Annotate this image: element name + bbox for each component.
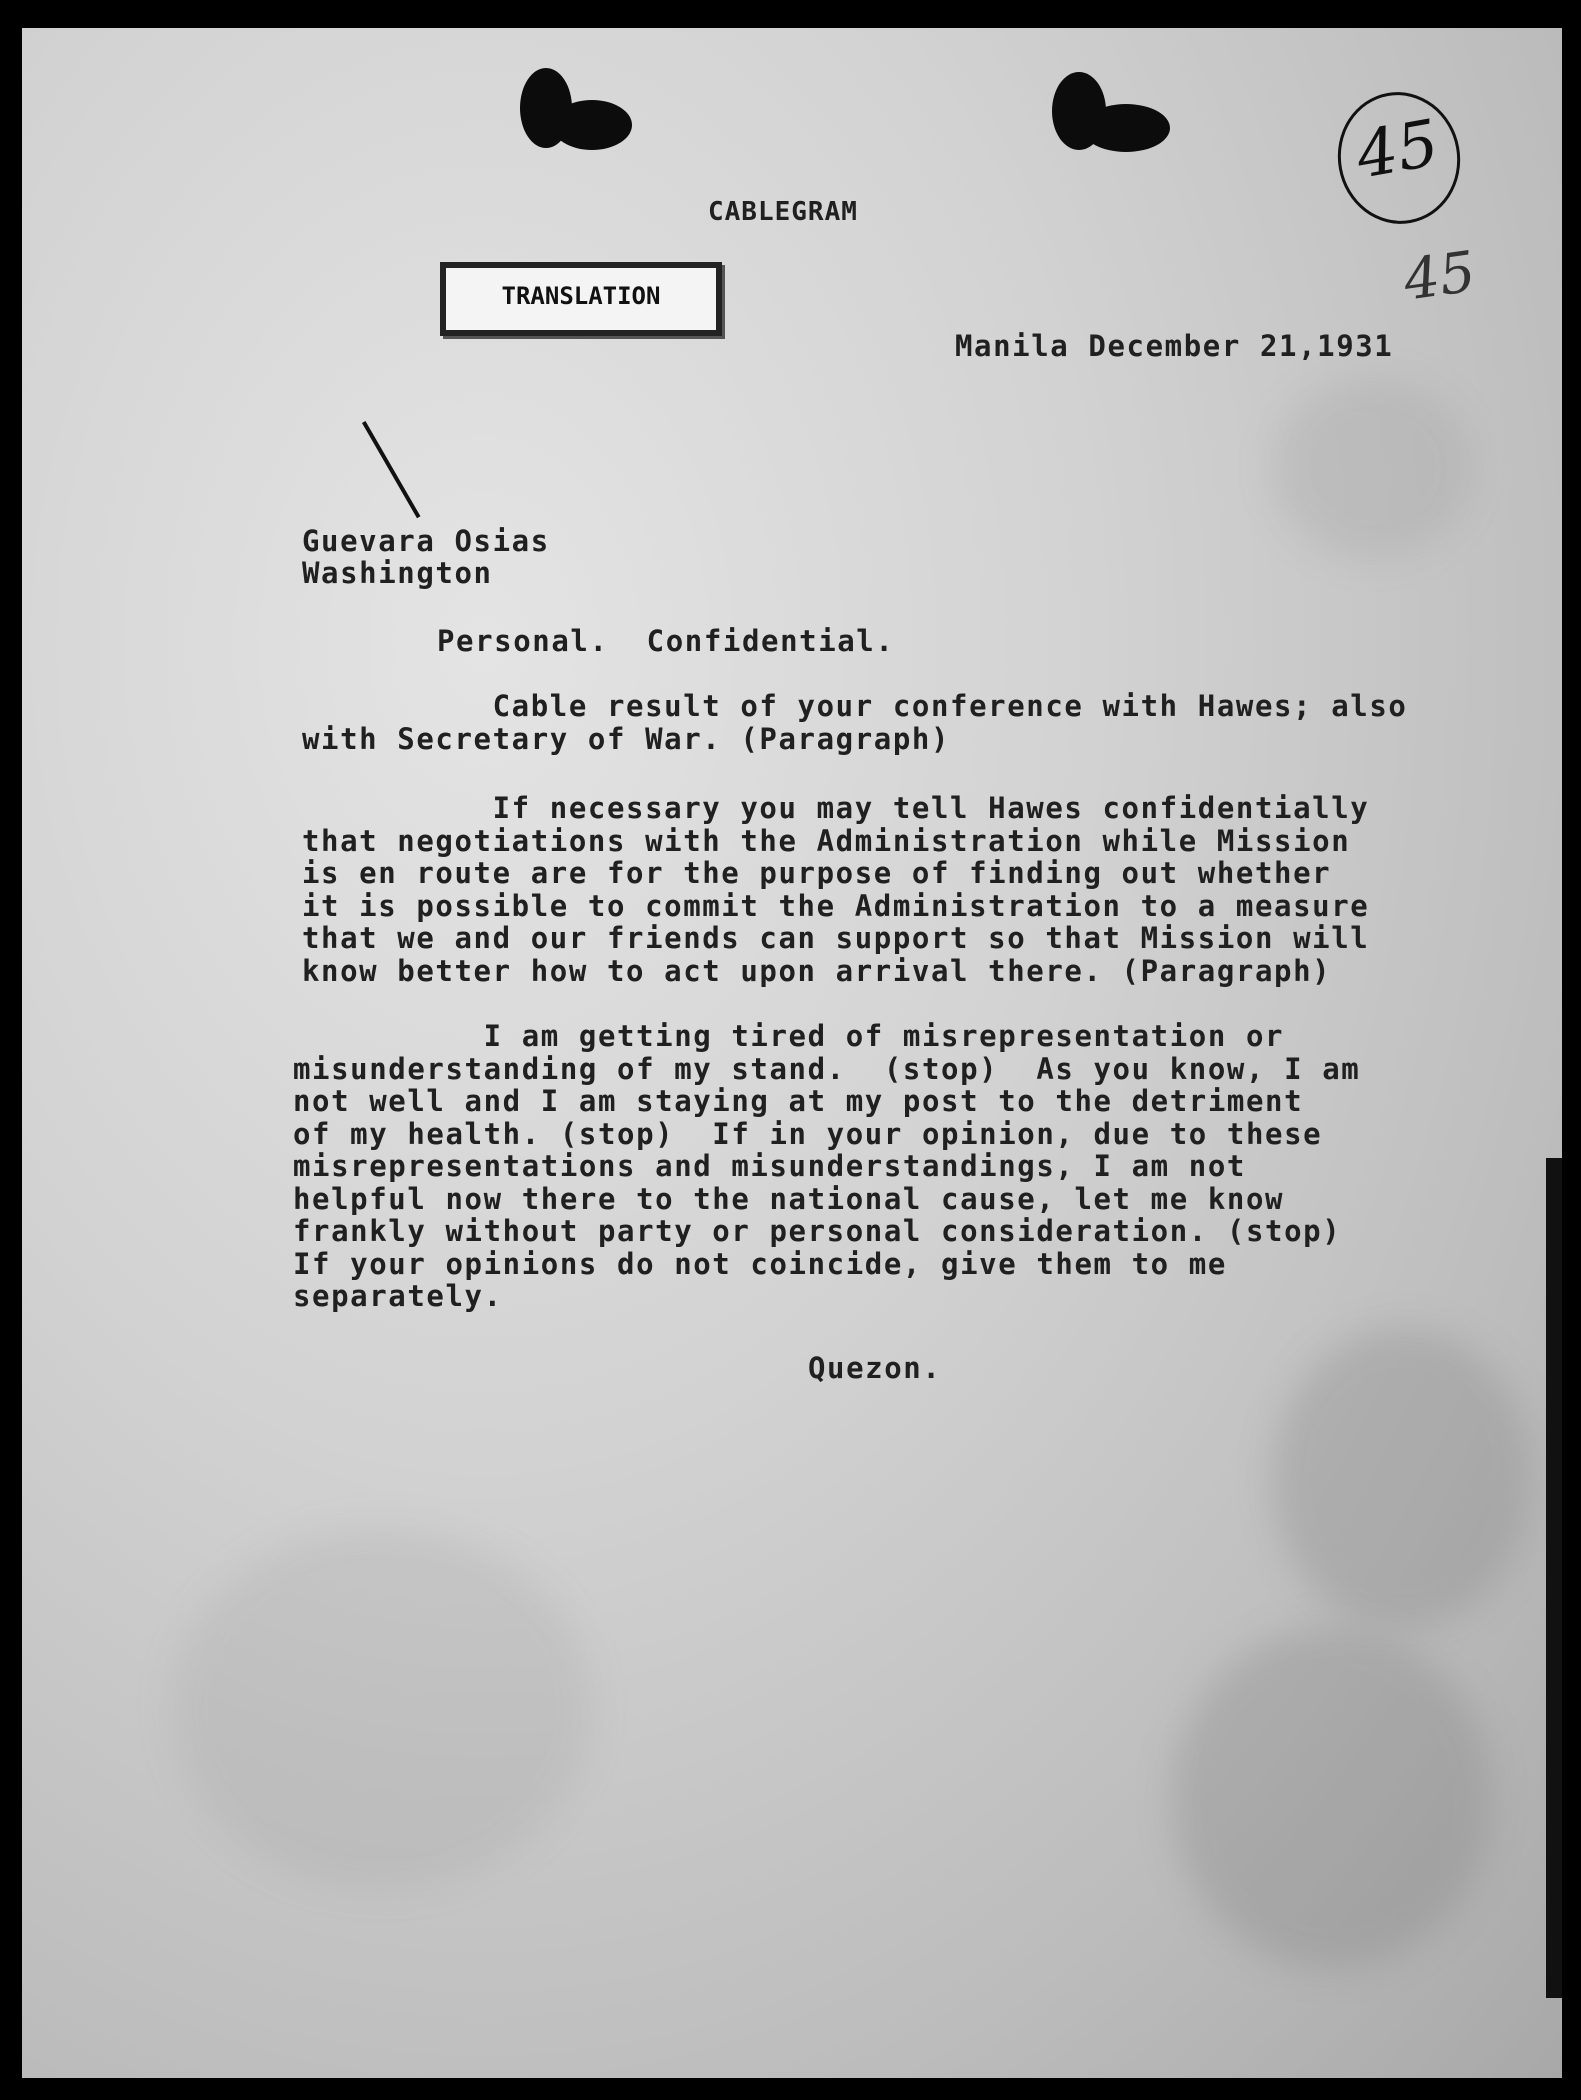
body-paragraph-3: I am getting tired of misrepresentation or misunderstanding of my stand. (stop) As you know, I am not well and I am staying at my post to the detriment of my health. (stop) If in your opinion, due to these misrepresentations and misunderstandings, I am not helpful now there to the national cause, let me know frankly without party or personal consideration. (stop) If your opinions do not coincide, give them to me separately. [293, 1019, 1361, 1313]
pencil-folio-number: 45 [1399, 239, 1480, 314]
dateline: Manila December 21,1931 [955, 329, 1394, 363]
circled-folio-text: 45 [1351, 106, 1445, 194]
signature: Quezon. [808, 1351, 942, 1385]
stain [1272, 378, 1472, 558]
body-paragraph-1: Cable result of your conference with Hawes; also with Secretary of War. (Paragraph) [302, 689, 1408, 756]
addressee-city: Washington [302, 556, 493, 590]
punch-hole [1082, 104, 1170, 152]
document-header: CABLEGRAM [708, 197, 858, 227]
translation-stamp [440, 262, 722, 336]
stain [1172, 1628, 1492, 1968]
stain [1272, 1328, 1532, 1628]
addressee-name: Guevara Osias [302, 524, 550, 558]
subject-line: Personal. Confidential. [437, 624, 895, 658]
punch-hole [552, 100, 632, 150]
torn-edge [1546, 1158, 1562, 1998]
pen-stroke [362, 421, 420, 518]
stamp-text: TRANSLATION [501, 282, 661, 310]
body-paragraph-2: If necessary you may tell Hawes confidentially that negotiations with the Administration while Mission is en route are for the purpose of finding out whether it is possible to commit the Administration to a measure that we and our friends can support so that Mission will know better how to act upon arrival there. (Paragraph) [302, 791, 1370, 988]
stain [172, 1528, 592, 1888]
